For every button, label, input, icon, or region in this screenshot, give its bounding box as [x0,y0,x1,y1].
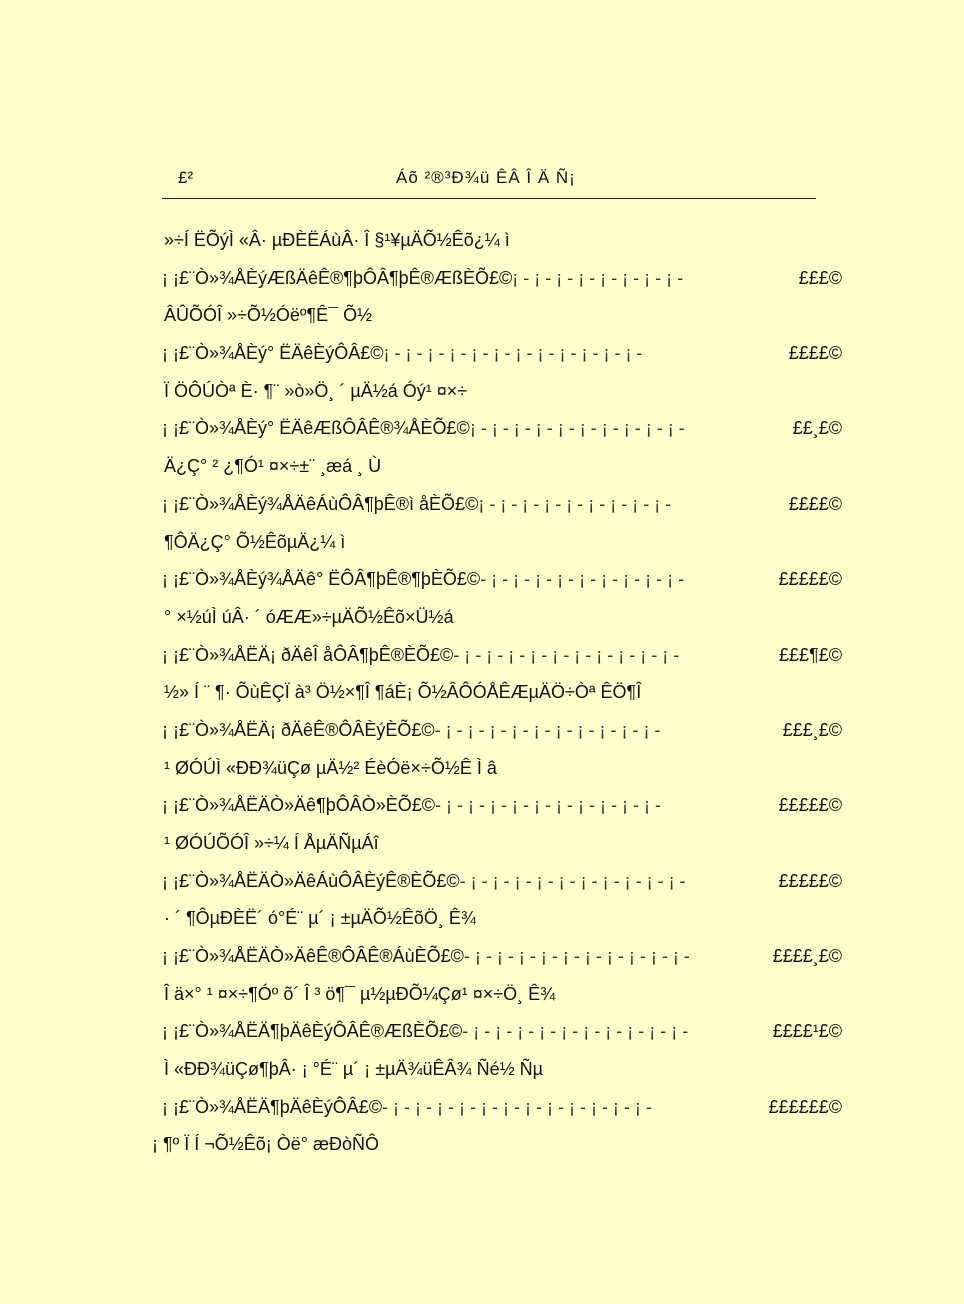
toc-entry-date: ¡ ¡£¨Ò»¾ÅËÄ¶þÄêÈýÔÂ£© [162,1096,383,1117]
toc-entry-date: ¡ ¡£¨Ò»¾ÅËÄ¡ ðÄêÊ®ÔÂÈýÈÕ£© [162,719,435,740]
toc-entry [162,869,842,907]
toc-heading: Ì «ÐÐ¾üÇø¶þÂ· ¡ °É¨ µ´ ¡ ±µÄ¾üÊÂ¾ Ñé½ Ñµ [164,1059,543,1080]
toc-entry [162,718,842,756]
toc-entry [162,1095,842,1133]
toc-entry [162,266,842,304]
toc-entry-date: ¡ ¡£¨Ò»¾ÅËÄÒ»ÄêÊ®ÔÂÊ®ÁùÈÕ£© [162,946,464,967]
final-entry-line: ¡ ¶º Ï Í ¬Õ½Êõ¡ Òë° æÐòÑÔ [152,1134,380,1154]
toc-page-number: ££¸£© [792,418,842,439]
toc-leader-dots: - ¡ - ¡ - ¡ - ¡ - ¡ - ¡ - ¡ - ¡ - ¡ - ¡ - ¡ - ¡ - [382,1096,652,1117]
toc-entry-date: ¡ ¡£¨Ò»¾ÅËÄ¶þÄêÈýÔÂÊ®ÆßÈÕ£© [162,1021,463,1042]
toc-entry [162,567,842,605]
toc-entry [162,944,842,982]
toc-entry-date: ¡ ¡£¨Ò»¾ÅËÄ¡ ðÄêÎ åÔÂ¶þÊ®ÈÕ£© [162,644,454,665]
toc-leader-dots: - ¡ - ¡ - ¡ - ¡ - ¡ - ¡ - ¡ - ¡ - ¡ - [480,569,685,590]
toc-leader-dots: ¡ - ¡ - ¡ - ¡ - ¡ - ¡ - ¡ - ¡ - ¡ - ¡ - ¡ - ¡ - [383,343,643,364]
toc-page-number: £££££© [778,569,842,590]
toc-heading: · ´ ¶ÔµÐÈË´ ó°É¨ µ´ ¡ ±µÄÕ½ÊõÖ¸ Ê¾ [164,908,476,929]
toc-entry-date: ¡ ¡£¨Ò»¾ÅÈý¾ÅÄê° ËÔÂ¶þÊ®¶þÈÕ£© [162,569,481,590]
toc-heading: ÂÛÕÓÎ »÷Õ½Óëº¶Ê¯ Õ½ [164,305,373,326]
toc-entry [162,341,842,379]
toc-heading: Î ä×° ¹ ¤×÷¶Óº õ´ Î ³ ö¶¯ µ½µÐÕ¼Çø¹ ¤×÷Ö¸ Ê¾ [164,983,556,1004]
toc-heading: Ï ÖÔÚÒª È· ¶¨ »ò»Ö¸ ´ µÄ½á Óý¹ ¤×÷ [164,380,468,401]
toc-entry [162,1019,842,1057]
toc-leader-dots: - ¡ - ¡ - ¡ - ¡ - ¡ - ¡ - ¡ - ¡ - ¡ - ¡ - [459,870,686,891]
toc-heading: ¹ ØÓÚÕÓÎ »÷¼ Í ÅµÄÑµÁî [164,833,379,853]
toc-heading: ¹ ØÓÚÌ «ÐÐ¾üÇø µÄ½² ÉèÓë×÷Õ½Ê Ì â [164,757,497,778]
toc-entry-date: ¡ ¡£¨Ò»¾ÅËÄÒ»ÄêÁùÔÂÈýÊ®ÈÕ£© [162,870,460,891]
toc-page-number: £££¶£© [779,644,842,665]
toc-leader-dots: - ¡ - ¡ - ¡ - ¡ - ¡ - ¡ - ¡ - ¡ - ¡ - ¡ - [435,795,661,816]
toc-entry [162,492,842,530]
toc-entry-date: ¡ ¡£¨Ò»¾ÅÈýÆßÄêÊ®¶þÔÂ¶þÊ®ÆßÈÕ£© [162,267,513,288]
toc-page-number: ££££££© [768,1096,842,1117]
page-number: £² [178,168,194,187]
toc-page-number: ££££© [788,343,842,364]
toc-page-number: £££££© [778,870,842,891]
toc-leader-dots: ¡ - ¡ - ¡ - ¡ - ¡ - ¡ - ¡ - ¡ - [512,267,684,288]
toc-entry-date: ¡ ¡£¨Ò»¾ÅÈý¾ÅÄêÁùÔÂ¶þÊ®ì åÈÕ£© [162,493,479,514]
toc-page-number: ££££¸£© [772,946,842,967]
toc-entry-date: ¡ ¡£¨Ò»¾ÅÈý° ËÄêÆßÔÂÊ®¾ÅÈÕ£© [162,418,470,439]
toc-page-number: £££££© [778,795,842,816]
toc-heading: ¶ÔÄ¿Ç° Õ½ÊõµÄ¿¼ ì [164,531,346,552]
toc-heading: ½» Í ¨ ¶· ÕùÊÇÏ à³ Ö½×¶Î ¶áÈ¡ Õ½ÂÔÓÅÊÆµÄÖ÷Òª ÊÖ¶Î [164,682,642,703]
toc-leader-dots: - ¡ - ¡ - ¡ - ¡ - ¡ - ¡ - ¡ - ¡ - ¡ - ¡ - [463,946,690,967]
header-divider [162,198,816,199]
toc-page-number: ££££© [788,493,842,514]
toc-leader-dots: ¡ - ¡ - ¡ - ¡ - ¡ - ¡ - ¡ - ¡ - ¡ - [478,493,672,514]
table-of-contents [162,228,842,1133]
toc-heading: ° ×½úÌ úÂ· ´ óÆÆ»÷µÄÕ½Êõ×Ü½á [164,606,454,627]
toc-leader-dots: - ¡ - ¡ - ¡ - ¡ - ¡ - ¡ - ¡ - ¡ - ¡ - ¡ - [462,1021,689,1042]
toc-heading: Ä¿Ç° ² ¿¶Ó¹ ¤×÷±¨ ¸æá ¸ Ù [164,456,382,477]
toc-entry [162,643,842,681]
toc-entry [162,416,842,454]
toc-page-number: ££££¹£© [772,1021,842,1042]
toc-entry-date: ¡ ¡£¨Ò»¾ÅÈý° ËÄêÈýÔÂ£© [162,343,384,364]
toc-page-number: £££¸£© [782,719,842,740]
toc-page-number: £££© [798,267,842,288]
toc-leader-dots: - ¡ - ¡ - ¡ - ¡ - ¡ - ¡ - ¡ - ¡ - ¡ - ¡ - [434,719,661,740]
toc-entry [162,793,842,831]
running-header-title: Áõ ²®³Ð¾ü ÊÂ Î Ä Ñ¡ [396,168,576,187]
toc-heading: »÷Í ËÕýÌ «Â· µÐÈËÁùÂ· Î §¹¥µÄÕ½Êõ¿¼ ì [164,230,510,250]
toc-entry-date: ¡ ¡£¨Ò»¾ÅËÄÒ»Äê¶þÔÂÒ»ÈÕ£© [162,795,436,816]
toc-leader-dots: ¡ - ¡ - ¡ - ¡ - ¡ - ¡ - ¡ - ¡ - ¡ - ¡ - [469,418,685,439]
toc-leader-dots: - ¡ - ¡ - ¡ - ¡ - ¡ - ¡ - ¡ - ¡ - ¡ - ¡ - [453,644,680,665]
